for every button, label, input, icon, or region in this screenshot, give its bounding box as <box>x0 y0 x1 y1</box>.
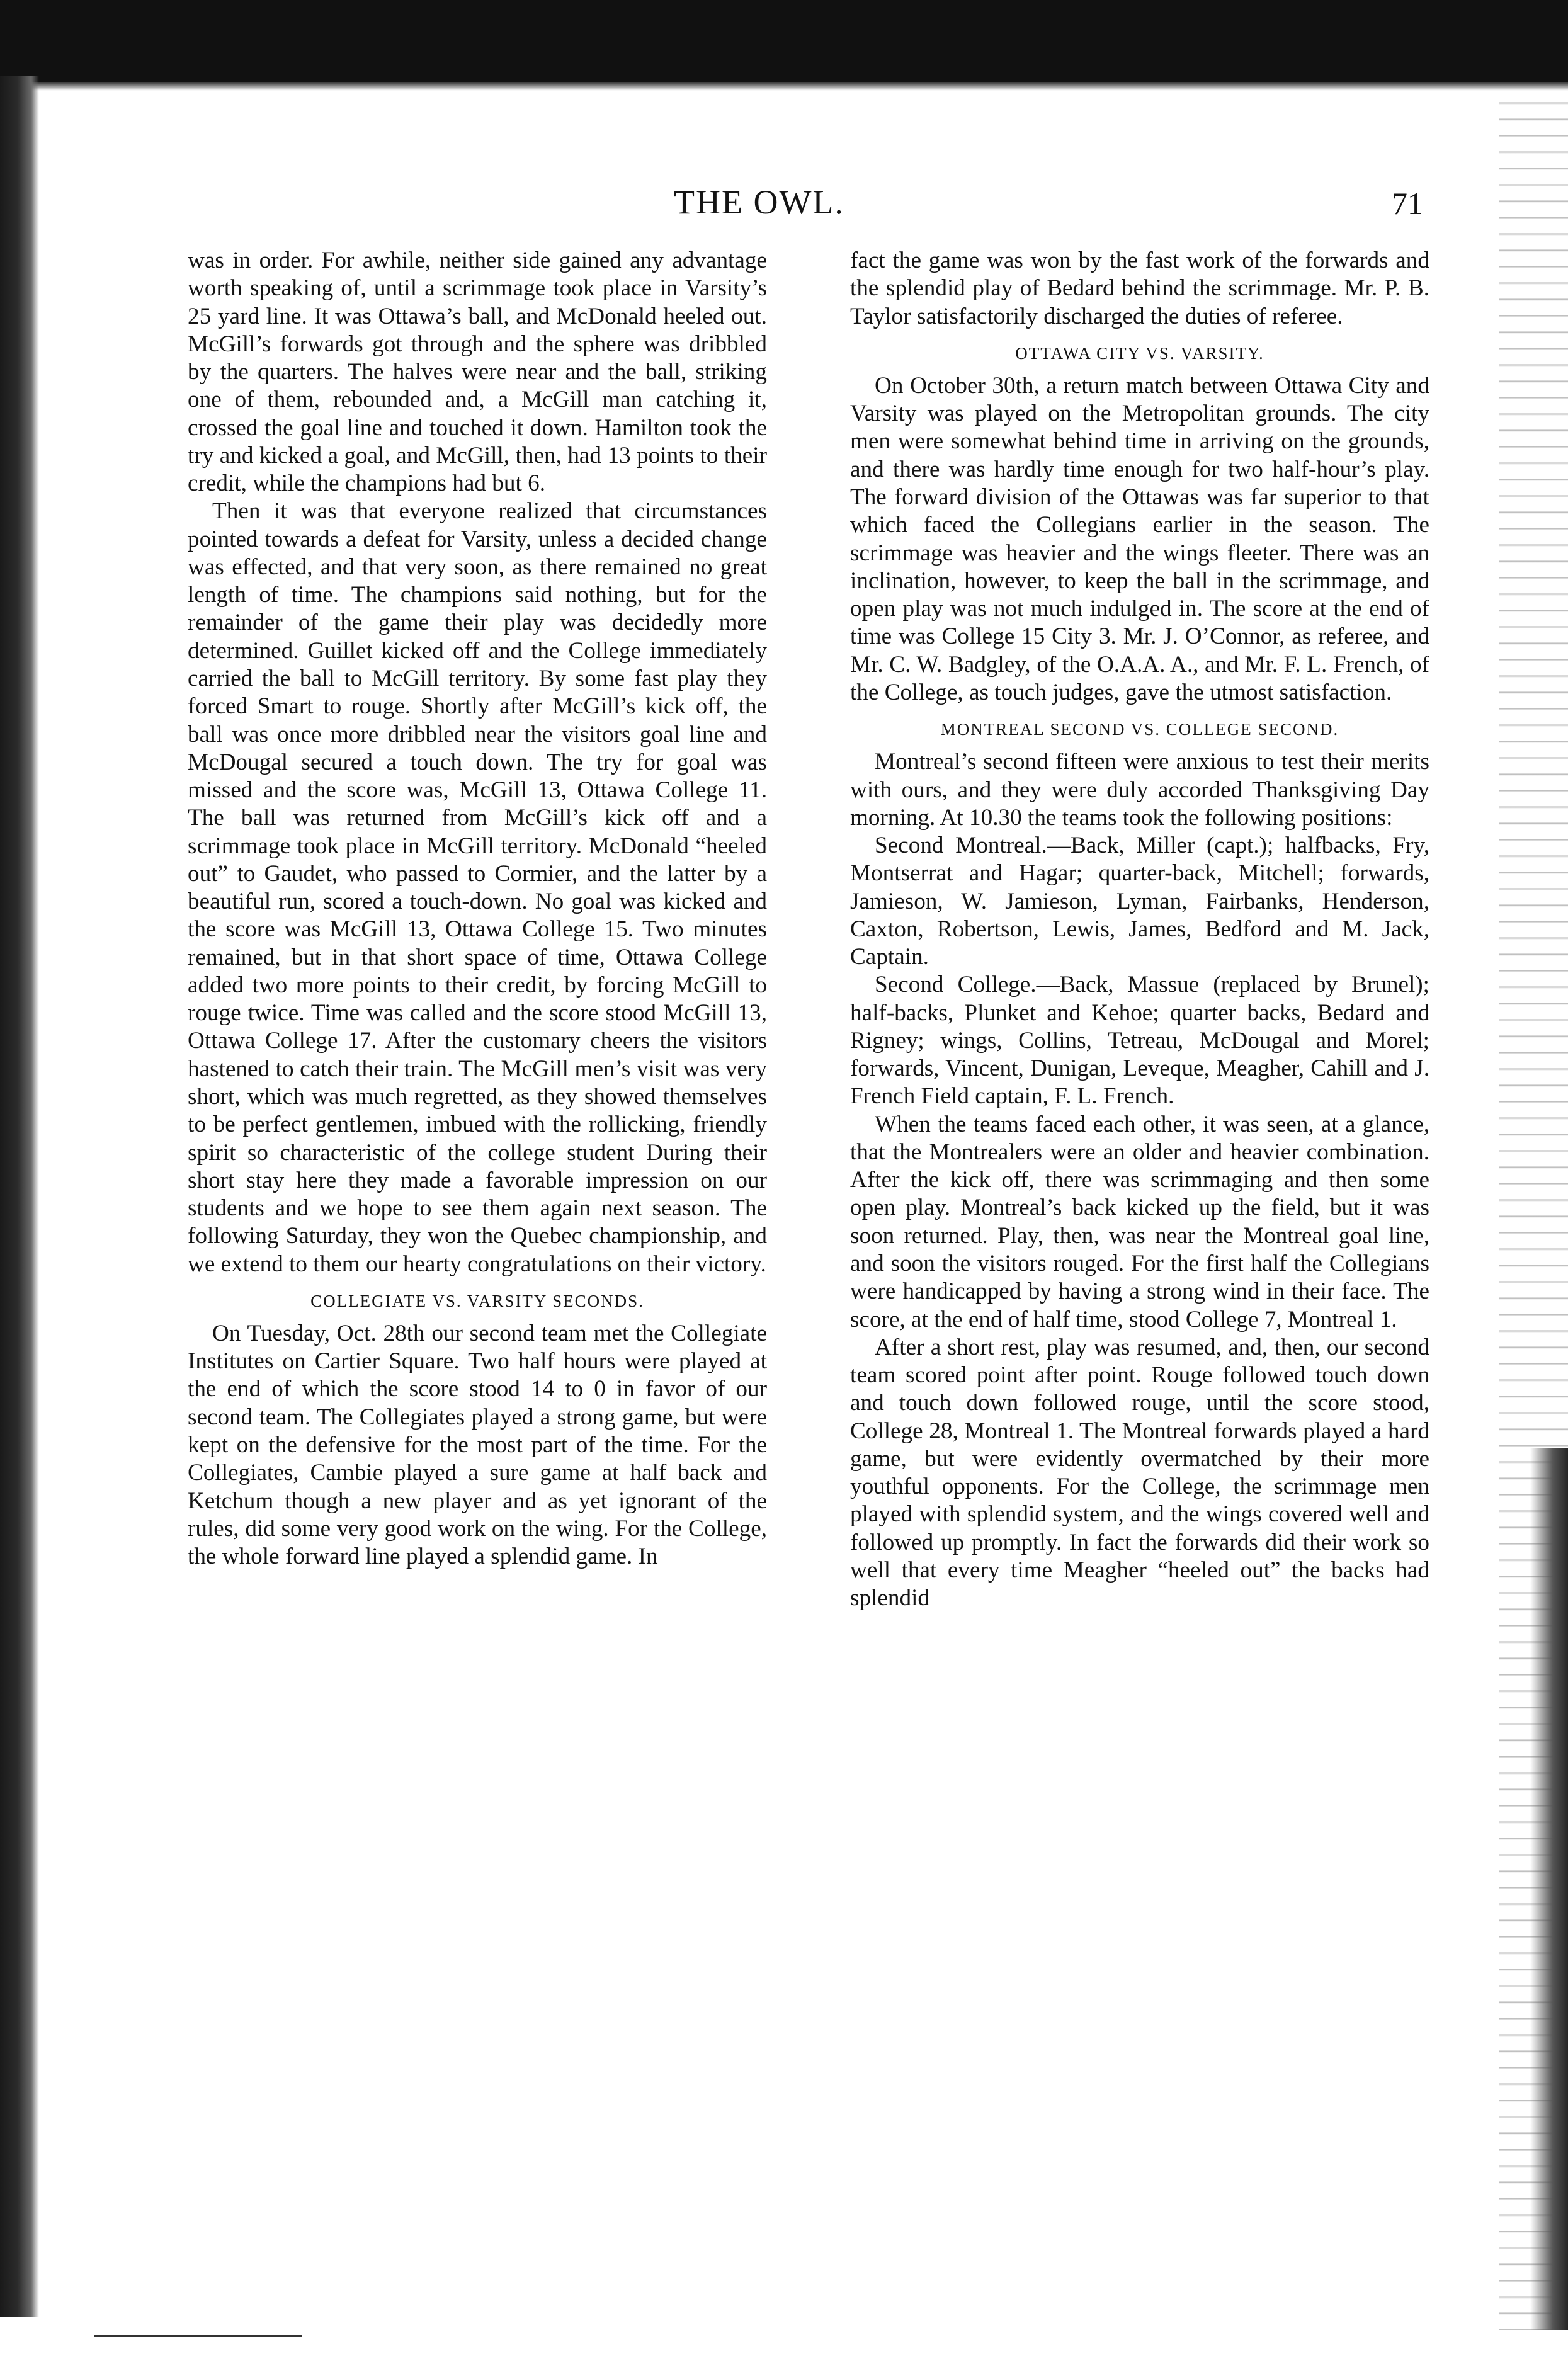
paragraph: On October 30th, a return match between Ottawa City and Varsity was played on the Metropolitan grounds. The city men were somewhat behind time in arriving on the grounds, and there was hardly time enough for two half-hour’s play. The forward division of the Ottawas was far superior to that which faced the Collegians earlier in the season. The scrimmage was heavier and the wings fleeter. There was an inclination, however, to keep the ball in the scrimmage, and open play was not much indulged in. The score at the end of time was College 15 City 3. Mr. J. O’Connor, as referee, and Mr. C. W. Badgley, of the O.A.A. A., and Mr. F. L. French, of the College, as touch judges, gave the utmost satisfaction. <box>850 372 1429 705</box>
right-column <box>850 247 1429 1612</box>
paragraph: fact the game was won by the fast work of the forwards and the splendid play of Bedard behind the scrimmage. Mr. P. B. Taylor satisfactorily discharged the duties of referee. <box>850 247 1429 329</box>
section-heading: MONTREAL SECOND VS. COLLEGE SECOND. <box>940 720 1339 739</box>
paragraph: On Tuesday, Oct. 28th our second team met the Collegiate Institutes on Cartier Square. Two half hours were played at the end of which the score stood 14 to 0 in favor of our second team. The Collegiates played a strong game, but were kept on the defensive for the most part of the time. For the Collegiates, Cambie played a sure game at half back and Ketchum though a new player and as yet ignorant of the rules, did some very good work on the wing. For the College, the whole forward line played a splendid game. In <box>188 1320 767 1570</box>
paragraph: Montreal’s second fifteen were anxious to test their merits with ours, and they were duly accorded Thanksgiving Day morning. At 10.30 the teams took the following positions: <box>850 749 1429 831</box>
paragraph: Then it was that everyone realized that circumstances pointed towards a defeat for Varsity, unless a decided change was effected, and that very soon, as there remained no great length of time. The champions said nothing, but for the remainder of the game their play was decidedly more determined. Guillet kicked off and the College immediately carried the ball to McGill territory. By some fast play they forced Smart to rouge. Shortly after McGill’s kick off, the ball was once more dribbled near the visitors goal line and McDougal secured a touch down. The try for goal was missed and the score was, McGill 13, Ottawa College 11. The ball was returned from McGill’s kick off and a scrimmage took place in McGill territory. McDonald “heeled out” to Gaudet, who passed to Cormier, and the latter by a beautiful run, scored a touch-down. No goal was kicked and the score was McGill 13, Ottawa College 15. Two minutes remained, but in that short space of time, Ottawa College added two more points to their credit, by forcing McGill to rouge twice. Time was called and the score stood McGill 13, Ottawa College 17. After the customary cheers the visitors hastened to catch their train. The McGill men’s visit was very short, which was much regretted, as they showed themselves to be perfect gentlemen, imbued with the rollicking, friendly spirit so characteristic of the college student During their short stay here they made a favorable impression on our students and we hope to see them again next season. The following Saturday, they won the Quebec championship, and we extend to them our hearty congratulations on their victory. <box>188 498 767 1277</box>
running-header <box>674 183 1423 233</box>
scan-top-border <box>0 0 1568 82</box>
left-column <box>188 247 767 1571</box>
section-heading: COLLEGIATE VS. VARSITY SECONDS. <box>310 1291 644 1310</box>
paragraph: After a short rest, play was resumed, and, then, our second team scored point after point. Rouge followed touch down and touch down followed rouge, until the score stood, College 28, Montreal 1. The Montreal forwards played a hard game, but were evidently overmatched by their more youthful opponents. For the College, the scrimmage men played with splendid system, and the wings covered well and followed up promptly. In fact the forwards did their work so well that every time Meagher “heeled out” the backs had splendid <box>850 1334 1429 1612</box>
page-number: 71 <box>1392 186 1423 221</box>
paragraph: When the teams faced each other, it was seen, at a glance, that the Montrealers were an older and heavier combination. After the kick off, there was scrimmaging and then some open play. Montreal’s back kicked up the field, but it was soon returned. Play, then, was near the Montreal goal line, and soon the visitors rouged. For the first half the Collegians were handicapped by having a strong wind in their face. The score, at the end of half time, stood College 7, Montreal 1. <box>850 1111 1429 1333</box>
journal-title: THE OWL. <box>674 183 844 221</box>
scan-top-shadow <box>0 82 1568 91</box>
section-heading: OTTAWA CITY VS. VARSITY. <box>1015 343 1264 363</box>
paragraph: was in order. For awhile, neither side gained any advantage worth speaking of, until a scrimmage took place in Varsity’s 25 yard line. It was Ottawa’s ball, and McDonald heeled out. McGill’s forwards got through and the sphere was dribbled by the quarters. The halves were near and the ball, striking one of them, rebounded and, a McGill man catching it, crossed the goal line and touched it down. Hamilton took the try and kicked a goal, and McGill, then, had 13 points to their credit, while the champions had but 6. <box>188 247 767 497</box>
paragraph: Second College.—Back, Massue (replaced by Brunel); half-backs, Plunket and Kehoe; quarter backs, Bedard and Rigney; wings, Collins, Tetreau, McDougal and Morel; forwards, Vincent, Dunigan, Leveque, Meagher, Cahill and J. French Field captain, F. L. French. <box>850 972 1429 1110</box>
paragraph: Second Montreal.—Back, Miller (capt.); halfbacks, Fry, Montserrat and Hagar; quarter-back, Mitchell; forwards, Jamieson, W. Jamieson, Lyman, Fairbanks, Henderson, Caxton, Robertson, Lewis, James, Bedford and M. Jack, Captain. <box>850 833 1429 970</box>
scan-left-border <box>0 76 39 2317</box>
scan-right-border <box>1530 1448 1568 2330</box>
footer-rule <box>94 2335 302 2337</box>
